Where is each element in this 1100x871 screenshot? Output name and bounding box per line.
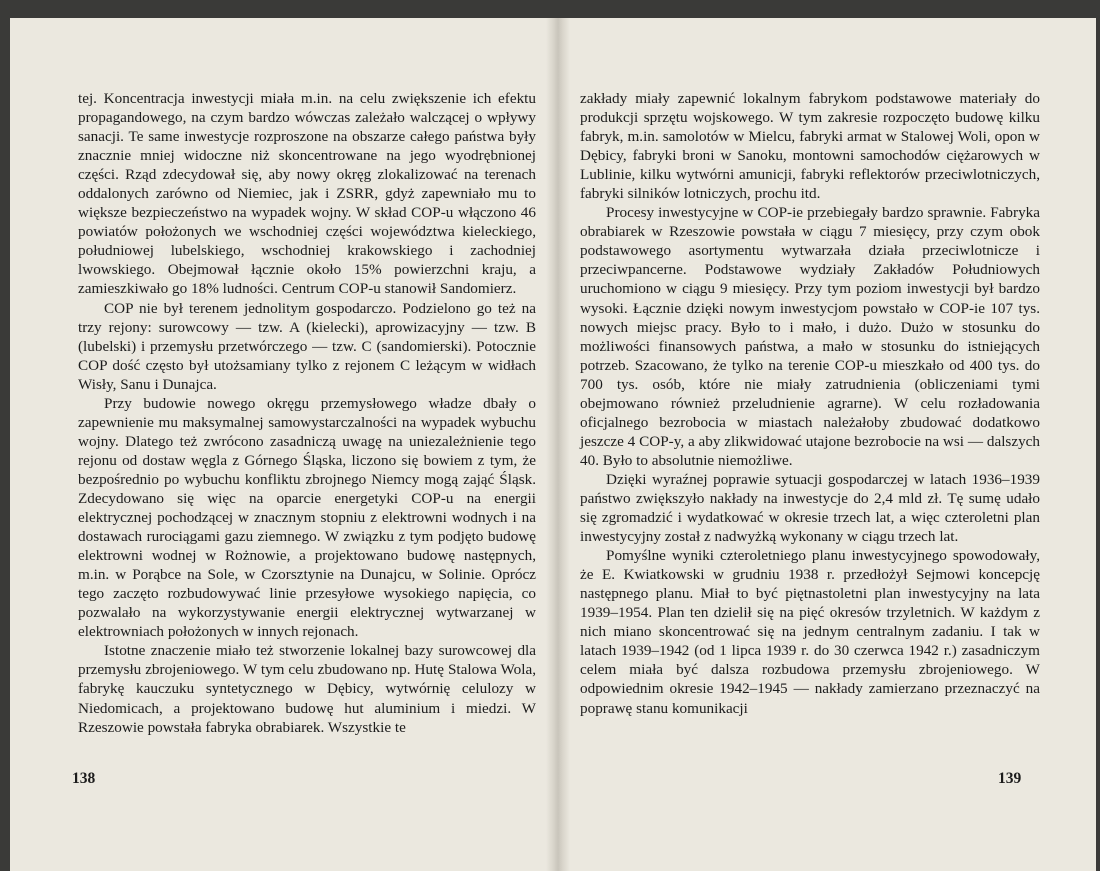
- left-page: [10, 18, 552, 871]
- book-gutter: [546, 18, 570, 871]
- paragraph: Istotne znaczenie miało też stworzenie lokalnej bazy surowcowej dla przemysłu zbrojeniowego. W tym celu zbudowano np. Hutę Stalowa Wola, fabrykę kauczuku syntetycznego w Dębicy, wytwórnię celulozy w Niedomicach, a projektowano budowę hut aluminium i miedzi. W Rzeszowie powstała fabryka obrabiarek. Wszystkie te: [78, 642, 536, 736]
- paragraph: Procesy inwestycyjne w COP-ie przebiegały bardzo sprawnie. Fabryka obrabiarek w Rzeszowie powstała w ciągu 7 miesięcy, przy czym obok podstawowego asortymentu wytwarzała działa przeciwlotnicze i przeciwpancerne. Podstawowe wydziały Zakładów Południowych uruchomiono w ciągu 9 miesięcy. Przy tym poziom inwestycji był bardzo wysoki. Łącznie dzięki nowym inwestycjom powstało w COP-ie 107 tys. nowych miejsc pracy. Było to i mało, i dużo. Dużo w stosunku do możliwości finansowych państwa, a mało w stosunku do istniejących potrzeb. Szacowano, że tylko na terenie COP-u mieszkało od 400 tys. do 700 tys. osób, które nie miały zatrudnienia (obliczeniami tymi obejmowano również przeludnienie agrarne). W celu rozładowania oficjalnego bezrobocia w miastach należałoby zbudować dodatkowo jeszcze 4 COP-y, a aby zlikwidować utajone bezrobocie na wsi — dalszych 40. Było to absolutnie niemożliwe.: [580, 204, 1040, 469]
- page-number: 138: [72, 770, 96, 787]
- paragraph: COP nie był terenem jednolitym gospodarczo. Podzielono go też na trzy rejony: surowcowy — tzw. A (kielecki), aprowizacyjny — tzw. B (lubelski) i przemysłu przetwórczego — tzw. C (sandomierski). Potocznie COP dość często był utożsamiany tylko z rejonem C leżącym w widłach Wisły, Sanu i Dunajca.: [78, 299, 536, 393]
- right-page: [558, 18, 1096, 871]
- paragraph: zakłady miały zapewnić lokalnym fabrykom podstawowe materiały do produkcji sprzętu wojskowego. W tym zakresie rozpoczęto budowę kilku fabryk, m.in. samolotów w Mielcu, fabryki armat w Stalowej Woli, opon w Dębicy, fabryki broni w Sanoku, montowni samochodów ciężarowych w Lublinie, kilku wytwórni amunicji, fabryki reflektorów przeciwlotniczych, fabryki silników lotniczych, prochu itd.: [580, 90, 1040, 203]
- paragraph: Dzięki wyraźnej poprawie sytuacji gospodarczej w latach 1936–1939 państwo zwiększyło nakłady na inwestycje do 2,4 mld zł. Tę sumę udało się zgromadzić i wydatkować w okresie trzech lat, a więc czteroletni plan inwestycyjny został z nadwyżką wykonany w ciągu trzech lat.: [580, 470, 1040, 546]
- paragraph: tej. Koncentracja inwestycji miała m.in. na celu zwiększenie ich efektu propagandowego, na czym bardzo wówczas zależało walczącej o wpływy sanacji. Te same inwestycje rozproszone na obszarze całego państwa były znacznie mniej widoczne niż skoncentrowane na jego wyodrębnionej części. Rząd zdecydował się, aby nowy okręg zlokalizować na terenach oddalonych zarówno od Niemiec, jak i ZSRR, gdyż zapewniało mu to większe bezpieczeństwo na wypadek wojny. W skład COP-u włączono 46 powiatów położonych we wschodniej części województwa kieleckiego, południowej lubelskiego, wschodniej krakowskiego i zachodniej lwowskiego. Obejmował łącznie około 15% powierzchni kraju, a zamieszkiwało go 18% ludności. Centrum COP-u stanowił Sandomierz.: [78, 90, 536, 298]
- paragraph: Pomyślne wyniki czteroletniego planu inwestycyjnego spowodowały, że E. Kwiatkowski w grudniu 1938 r. przedłożył Sejmowi koncepcję następnego planu. Miał to być piętnastoletni plan inwestycyjny na lata 1939–1954. Plan ten dzielił się na pięć okresów trzyletnich. W każdym z nich miano skoncentrować się na jednym centralnym zadaniu. I tak w latach 1939–1942 (od 1 lipca 1939 r. do 30 czerwca 1942 r.) zasadniczym celem miała być dalsza rozbudowa przemysłu zbrojeniowego. W odpowiednim okresie 1942–1945 — nakłady zamierzano przeznaczyć na poprawę stanu komunikacji: [580, 547, 1040, 717]
- right-page-text: [580, 89, 1040, 718]
- book-spread: [10, 18, 1096, 871]
- page-number: 139: [998, 770, 1022, 787]
- paragraph: Przy budowie nowego okręgu przemysłowego władze dbały o zapewnienie mu maksymalnej samowystarczalności na wypadek wybuchu wojny. Dlatego też zwrócono zasadniczą uwagę na uniezależnienie tego rejonu od dostaw węgla z Górnego Śląska, liczono się bowiem z tym, że bezpośrednio po wybuchu konfliktu zbrojnego Niemcy mogą zająć Śląsk. Zdecydowano się więc na oparcie energetyki COP-u na energii elektrycznej pochodzącej w znacznym stopniu z elektrowni wodnych i na dostawach rurociągami gazu ziemnego. W związku z tym podjęto budowę elektrowni wodnej w Rożnowie, a projektowano budowę następnych, m.in. w Porąbce na Sole, w Czorsztynie na Dunajcu, w Solinie. Oprócz tego zaczęto rozbudowywać linie przesyłowe wysokiego napięcia, co pozwalało na wykorzystywanie energii elektrycznej wytwarzanej w elektrowniach położonych w innych rejonach.: [78, 394, 536, 641]
- left-page-text: [78, 89, 536, 737]
